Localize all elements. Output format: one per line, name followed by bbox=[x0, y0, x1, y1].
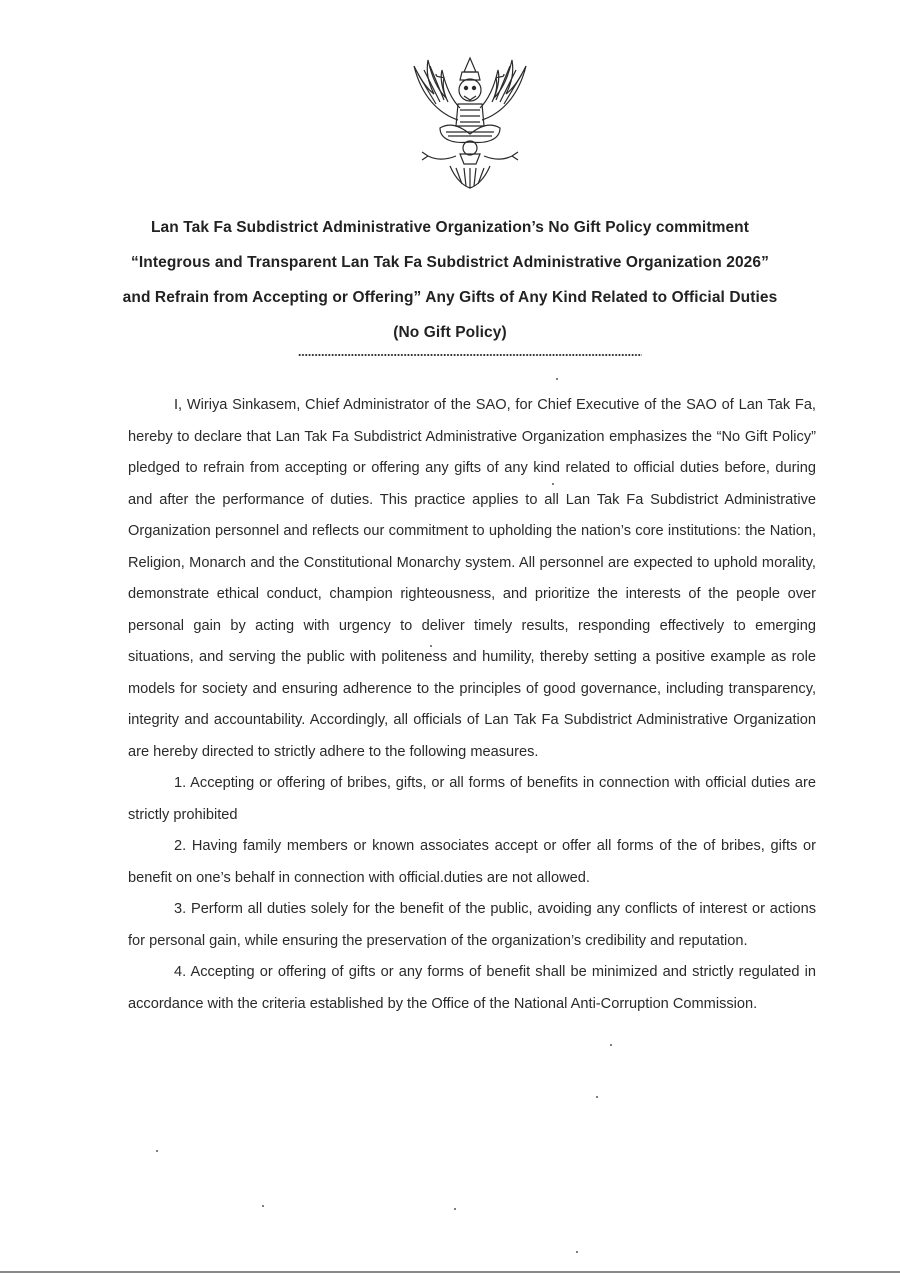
document-body bbox=[128, 390, 816, 1020]
measure-item-1: 1. Accepting or offering of bribes, gifts, or all forms of benefits in connection with official duties are strictly prohibited bbox=[128, 775, 816, 823]
measure-item-3: 3. Perform all duties solely for the benefit of the public, avoiding any conflicts of interest or actions for personal gain, while ensuring the preservation of the organization’s credibility and reputation. bbox=[128, 901, 816, 949]
scan-speck bbox=[552, 483, 554, 485]
scan-speck bbox=[596, 1096, 598, 1098]
dotted-separator bbox=[298, 353, 642, 357]
title-line-3: and Refrain from Accepting or Offering” Any Gifts of Any Kind Related to Official Duties bbox=[122, 289, 778, 306]
scan-speck bbox=[576, 1251, 578, 1253]
document-title bbox=[90, 210, 810, 350]
scan-speck bbox=[262, 1205, 264, 1207]
scan-speck bbox=[556, 378, 558, 380]
scan-speck bbox=[430, 645, 432, 647]
scan-speck bbox=[454, 1208, 456, 1210]
page-bottom-edge bbox=[0, 1271, 900, 1273]
title-line-1: Lan Tak Fa Subdistrict Administrative Organization’s No Gift Policy commitment bbox=[150, 219, 750, 236]
garuda-emblem-icon bbox=[400, 48, 540, 194]
measure-item-4: 4. Accepting or offering of gifts or any forms of benefit shall be minimized and strictly regulated in accordance with the criteria established by the Office of the National Anti-Corruption Commission. bbox=[128, 964, 816, 1012]
title-line-2: “Integrous and Transparent Lan Tak Fa Subdistrict Administrative Organization 2026” bbox=[131, 254, 769, 271]
scan-speck bbox=[156, 1150, 158, 1152]
intro-paragraph: I, Wiriya Sinkasem, Chief Administrator of the SAO, for Chief Executive of the SAO of Lan Tak Fa, hereby to declare that Lan Tak Fa Subdistrict Administrative Organization emphasizes the “No Gift Policy” pledged to refrain from accepting or offering any gifts of any kind related to official duties before, during and after the performance of duties. This practice applies to all Lan Tak Fa Subdistrict Administrative Organization personnel and reflects our commitment to upholding the nation’s core institutions: the Nation, Religion, Monarch and the Constitutional Monarchy system. All personnel are expected to uphold morality, demonstrate ethical conduct, champion righteousness, and prioritize the interests of the people over personal gain by acting with urgency to deliver timely results, responding effectively to emerging situations, and serving the public with politeness and humility, thereby setting a positive example as role models for society and ensuring adherence to the principles of good governance, including transparency, integrity and accountability. Accordingly, all officials of Lan Tak Fa Subdistrict Administrative Organization are hereby directed to strictly adhere to the following measures. bbox=[128, 397, 816, 760]
title-line-4: (No Gift Policy) bbox=[393, 324, 507, 341]
scan-speck bbox=[610, 1044, 612, 1046]
measure-item-2: 2. Having family members or known associates accept or offer all forms of the of bribes, gifts or benefit on one’s behalf in connection with official.duties are not allowed. bbox=[128, 838, 816, 886]
